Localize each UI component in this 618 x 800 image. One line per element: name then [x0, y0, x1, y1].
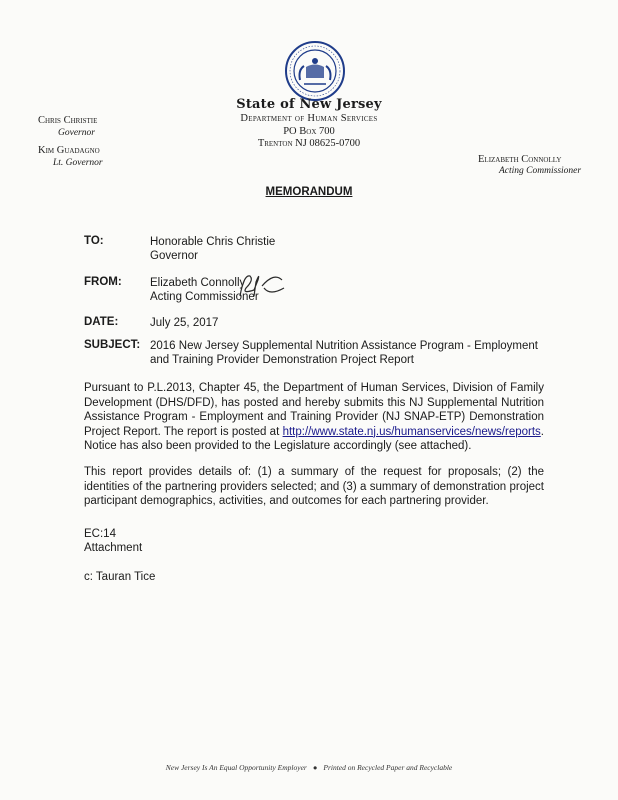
reports-link[interactable]: http://www.state.nj.us/humanservices/news/reports — [282, 425, 541, 438]
lt-governor-title: Lt. Governor — [53, 158, 103, 168]
attachment-note: Attachment — [84, 542, 143, 554]
footer-left: New Jersey Is An Equal Opportunity Employer — [165, 763, 307, 772]
lt-governor-name: Kim Guadagno — [38, 145, 100, 156]
department-name: Department of Human Services — [240, 113, 378, 124]
para1-text: Pursuant to P.L.2013, Chapter 45, the Department of Human Services, Division of Family Development (DHS/DFD), has posted and hereby submits this NJ Supplemental Nutrition Assistance Program - Employment and Training Provider (NJ SNAP-ETP) Demonstration Project Report. The report is posted at — [84, 382, 544, 438]
governor-title: Governor — [58, 128, 95, 138]
to-label: TO: — [84, 235, 104, 247]
from-line1: Elizabeth Connolly — [150, 277, 246, 289]
body-paragraph-2: This report provides details of: (1) a summary of the request for proposals; (2) the identities of the partnering providers selected; and (3) a summary of demonstration project participant demographics, activities, and outcomes for each partnering provider. — [84, 466, 544, 507]
subject-label: SUBJECT: — [84, 339, 141, 351]
governor-name: Chris Christie — [38, 115, 98, 126]
commissioner-name: Elizabeth Connolly — [478, 154, 562, 165]
from-label: FROM: — [84, 276, 122, 288]
to-line1: Honorable Chris Christie — [150, 236, 276, 248]
subject-line1: 2016 New Jersey Supplemental Nutrition Assistance Program - Employment — [150, 340, 538, 352]
memo-title: MEMORANDUM — [265, 186, 353, 198]
po-box: PO Box 700 — [283, 126, 335, 137]
footer-right: Printed on Recycled Paper and Recyclable — [323, 763, 453, 772]
state-seal-icon — [284, 40, 346, 102]
initials: EC:14 — [84, 528, 116, 540]
para1-text-end: . Notice has also been provided to the Legislature accordingly (see attached). — [84, 425, 544, 452]
state-title: State of New Jersey — [236, 97, 382, 112]
city-address: Trenton NJ 08625-0700 — [257, 138, 361, 149]
bullet-icon: ● — [312, 763, 318, 772]
date-label: DATE: — [84, 316, 119, 328]
cc-line: c: Tauran Tice — [84, 571, 156, 583]
to-line2: Governor — [150, 250, 198, 262]
handwritten-signature — [234, 266, 294, 306]
body-paragraph-1 — [84, 381, 544, 454]
subject-line2: and Training Provider Demonstration Project Report — [150, 354, 414, 366]
from-line2: Acting Commissioner — [150, 291, 259, 303]
footer — [0, 763, 618, 772]
date-value: July 25, 2017 — [150, 317, 219, 329]
commissioner-title: Acting Commissioner — [499, 166, 582, 176]
